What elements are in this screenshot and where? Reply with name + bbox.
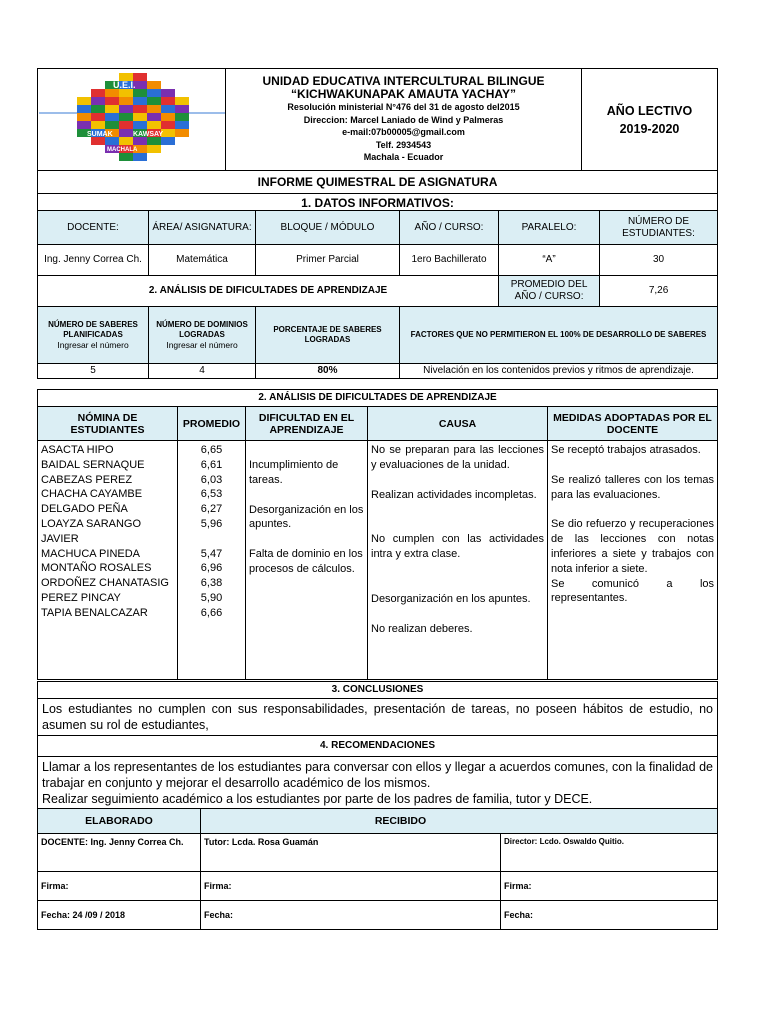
value-docente: Ing. Jenny Correa Ch.	[38, 245, 149, 276]
conclusions-table	[37, 681, 718, 809]
measure-item: Se realizó talleres con los temas para las evaluaciones.	[551, 473, 715, 501]
fecha-director: Fecha:	[501, 901, 718, 930]
header-paralelo: PARALELO:	[499, 211, 600, 245]
institution-city: Machala - Ecuador	[363, 152, 444, 163]
value-factors: Nivelación en los contenidos previos y ritmos de aprendizaje.	[400, 364, 718, 379]
value-curso: 1ero Bachillerato	[400, 245, 499, 276]
student-averages	[178, 441, 246, 680]
informative-data-table	[37, 210, 718, 276]
header-bloque: BLOQUE / MÓDULO	[256, 211, 400, 245]
learning-analysis-summary	[37, 275, 718, 379]
list-item: 6,66	[200, 606, 223, 619]
recommendation-2: Realizar seguimiento académico a los estudiantes por parte de los padres de familia, tutor y DECE.	[42, 791, 593, 806]
school-year	[582, 69, 718, 171]
header-factors: FACTORES QUE NO PERMITIERON EL 100% DE DESARROLLO DE SABERES	[400, 307, 718, 364]
measures	[548, 441, 718, 680]
value-paralelo: “A”	[499, 245, 600, 276]
recommendation-1: Llamar a los representantes de los estudiantes para conversar con ellos y llegar a acuerdos comunes, con la finalidad de trabajar en conjunto y mejorar el desarrollo académico de los mismos.	[42, 759, 713, 790]
header-students: NÓMINA DE ESTUDIANTES	[38, 407, 178, 441]
cause-item: No cumplen con las actividades intra y extra clase.	[371, 533, 544, 561]
value-bloque: Primer Parcial	[256, 245, 400, 276]
header-measures: MEDIDAS ADOPTADAS POR EL DOCENTE	[548, 407, 718, 441]
list-item: DELGADO PEÑA	[41, 503, 128, 516]
logo-text-machala: MACHALA	[106, 147, 137, 153]
header-percent: PORCENTAJE DE SABERES LOGRADAS	[256, 307, 400, 364]
header-docente: DOCENTE:	[38, 211, 149, 245]
logo-cell	[38, 69, 226, 171]
header-average: PROMEDIO	[178, 407, 246, 441]
fecha-tutor: Fecha:	[201, 901, 501, 930]
header-planned-hint: Ingresar el número	[57, 340, 129, 350]
cause-item: No se preparan para las lecciones y evaluaciones de la unidad.	[371, 444, 544, 471]
list-item: 6,65	[200, 444, 223, 456]
logo-text-kawsay: KAWSAY	[132, 131, 163, 138]
section1-title: 1. DATOS INFORMATIVOS:	[38, 194, 718, 213]
list-item: 6,53	[200, 488, 223, 501]
list-item: CHACHA CAYAMBE	[41, 488, 143, 501]
section2a-title: 2. ANÁLISIS DE DIFICULTADES DE APRENDIZAJE	[38, 276, 499, 307]
causes	[368, 441, 548, 680]
measure-item: Se receptó trabajos atrasados.	[551, 444, 701, 456]
institution-email: e-mail:07b00005@gmail.com	[342, 127, 465, 138]
list-item: ASACTA HIPO	[41, 444, 114, 456]
list-item: LOAYZA SARANGO	[41, 517, 142, 530]
report-title: INFORME QUIMESTRAL DE ASIGNATURA	[38, 171, 718, 194]
average-value: 7,26	[600, 276, 718, 307]
list-item: ORDOÑEZ CHANATASIG	[41, 577, 169, 590]
institution-name: UNIDAD EDUCATIVA INTERCULTURAL BILINGUE	[262, 74, 545, 89]
list-item: 5,96	[200, 517, 223, 530]
header-table	[37, 68, 718, 213]
list-item: MONTAÑO ROSALES	[41, 562, 152, 575]
director-signature: Director: Lcdo. Oswaldo Quitio.	[501, 834, 718, 872]
average-label: PROMEDIO DEL AÑO / CURSO:	[499, 276, 600, 307]
docente-signature: DOCENTE: Ing. Jenny Correa Ch.	[38, 834, 201, 872]
section2b-title: 2. ANÁLISIS DE DIFICULTADES DE APRENDIZAJE	[38, 390, 718, 407]
header-curso: AÑO / CURSO:	[400, 211, 499, 245]
header-domains	[149, 307, 256, 364]
list-item: 5,47	[200, 547, 223, 560]
value-area: Matemática	[149, 245, 256, 276]
conclusions-title: 3. CONCLUSIONES	[38, 682, 718, 699]
school-year-label: AÑO LECTIVO	[606, 103, 693, 118]
school-year-value: 2019-2020	[619, 121, 680, 136]
recibido-header: RECIBIDO	[201, 809, 718, 834]
value-planned: 5	[38, 364, 149, 379]
cause-item: Realizan actividades incompletas.	[371, 488, 537, 501]
header-difficulty: DIFICULTAD EN EL APRENDIZAJE	[246, 407, 368, 441]
value-percent: 80%	[256, 364, 400, 379]
conclusions-text: Los estudiantes no cumplen con sus responsabilidades, presentación de tareas, no poseen hábitos de estudio, no asumen su rol de estudiantes,	[38, 699, 718, 736]
fecha-docente: Fecha: 24 /09 / 2018	[38, 901, 201, 930]
header-domains-hint: Ingresar el número	[166, 340, 238, 350]
firma-director: Firma:	[501, 872, 718, 901]
value-domains: 4	[149, 364, 256, 379]
tutor-signature: Tutor: Lcda. Rosa Guamán	[201, 834, 501, 872]
list-item: 6,38	[200, 577, 223, 590]
list-item	[181, 532, 242, 547]
header-num-estudiantes: NÚMERO DE ESTUDIANTES:	[600, 211, 718, 245]
student-names	[38, 441, 178, 680]
header-planned-label: NÚMERO DE SABERES PLANIFICADAS	[48, 320, 138, 339]
elaborado-header: ELABORADO	[38, 809, 201, 834]
recommendations-text	[38, 757, 718, 809]
firma-docente: Firma:	[38, 872, 201, 901]
value-num-estudiantes: 30	[600, 245, 718, 276]
header-cause: CAUSA	[368, 407, 548, 441]
recommendations-title: 4. RECOMENDACIONES	[38, 736, 718, 757]
logo-text-sumak: SUMAK	[86, 131, 113, 138]
list-item: 6,61	[200, 458, 223, 471]
difficulties	[246, 441, 368, 680]
list-item: CABEZAS PEREZ	[41, 473, 133, 486]
measure-item: Se comunicó a los representantes.	[551, 577, 715, 605]
institution-info	[226, 69, 582, 171]
list-item: 6,27	[200, 503, 223, 516]
list-item: 5,90	[200, 591, 223, 604]
list-item: 6,03	[200, 473, 223, 486]
institution-subname: “KICHWAKUNAPAK AMAUTA YACHAY”	[291, 87, 516, 102]
difficulty-item: Desorganización en los apuntes.	[249, 503, 364, 531]
list-item: PEREZ PINCAY	[41, 591, 121, 604]
signatures-table	[37, 808, 718, 930]
institution-address: Direccion: Marcel Laniado de Wind y Palmeras	[303, 114, 504, 125]
list-item: BAIDAL SERNAQUE	[41, 458, 145, 471]
list-item: TAPIA BENALCAZAR	[41, 606, 148, 619]
learning-analysis-students	[37, 389, 718, 680]
cause-item: Desorganización en los apuntes.	[371, 592, 531, 605]
header-planned	[38, 307, 149, 364]
list-item: MACHUCA PINEDA	[41, 547, 141, 560]
cause-item: No realizan deberes.	[371, 622, 473, 635]
difficulty-item: Falta de dominio en los procesos de cálculos.	[249, 548, 363, 575]
header-domains-label: NÚMERO DE DOMINIOS LOGRADAS	[156, 320, 248, 339]
difficulty-item: Incumplimiento de tareas.	[249, 459, 339, 486]
institution-phone: Telf. 2934543	[375, 139, 432, 150]
firma-tutor: Firma:	[201, 872, 501, 901]
logo-text-uei: U.E.I.	[112, 80, 136, 90]
list-item: JAVIER	[41, 532, 79, 545]
school-logo-icon	[39, 69, 225, 166]
measure-item: Se dio refuerzo y recuperaciones de las lecciones con notas inferiores a siete y trabajos con nota inferior a siete.	[551, 518, 715, 575]
institution-resolution: Resolución ministerial N°476 del 31 de agosto del2015	[287, 102, 520, 113]
list-item: 6,96	[200, 562, 223, 575]
header-area: ÁREA/ ASIGNATURA:	[149, 211, 256, 245]
